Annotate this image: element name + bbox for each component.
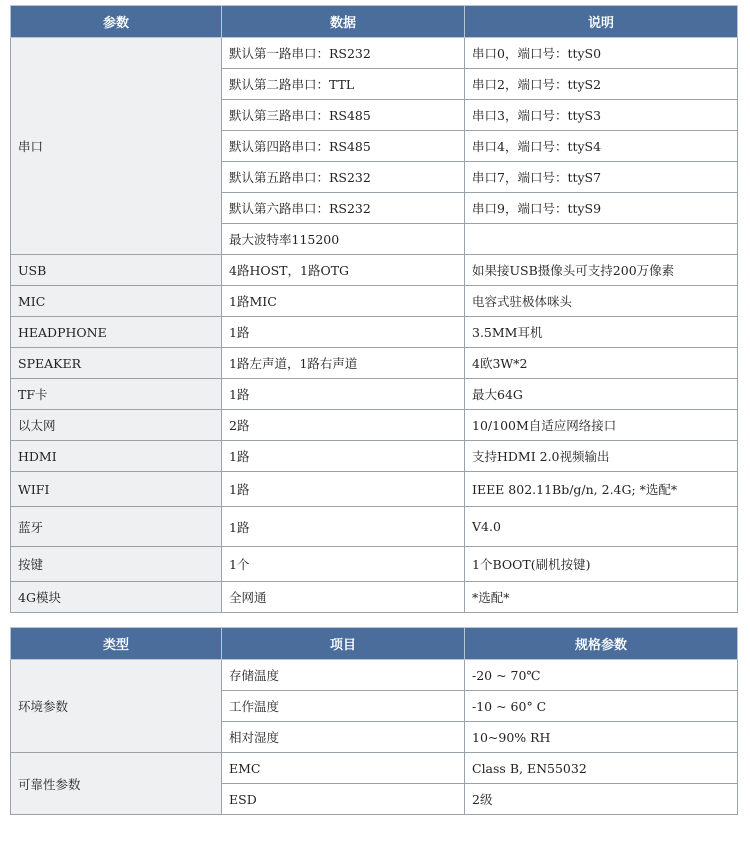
env-table [10, 627, 738, 815]
cell-desc: 最大64G [465, 379, 738, 410]
cell-value: 1路 [222, 317, 465, 348]
cell-value: 全网通 [222, 582, 465, 613]
cell-item: 相对湿度 [222, 722, 465, 753]
header-param: 参数 [11, 6, 222, 38]
table-row [11, 286, 738, 317]
cell-spec: 2级 [465, 784, 738, 815]
cell-desc: 串口0，端口号：ttyS0 [465, 38, 738, 69]
cell-value: 1路MIC [222, 286, 465, 317]
cell-value: 1路 [222, 441, 465, 472]
cell-desc: 串口2，端口号：ttyS2 [465, 69, 738, 100]
cell-value: 4路HOST，1路OTG [222, 255, 465, 286]
header-spec: 规格参数 [465, 628, 738, 660]
cell-value: 默认第二路串口：TTL [222, 69, 465, 100]
spec-table [10, 5, 738, 613]
group-label-reliability: 可靠性参数 [11, 753, 222, 815]
cell-desc: 串口7，端口号：ttyS7 [465, 162, 738, 193]
table-row [11, 582, 738, 613]
table-row [11, 472, 738, 507]
header-desc: 说明 [465, 6, 738, 38]
table-row [11, 410, 738, 441]
cell-item: EMC [222, 753, 465, 784]
cell-item: 存储温度 [222, 660, 465, 691]
row-label: 按键 [11, 547, 222, 582]
cell-value: 默认第三路串口：RS485 [222, 100, 465, 131]
row-label: TF卡 [11, 379, 222, 410]
cell-spec: -10 ~ 60° C [465, 691, 738, 722]
cell-desc: IEEE 802.11Bb/g/n, 2.4G; *选配* [465, 472, 738, 507]
cell-desc: 串口9，端口号：ttyS9 [465, 193, 738, 224]
row-label: 4G模块 [11, 582, 222, 613]
cell-spec: -20 ~ 70℃ [465, 660, 738, 691]
row-label: 以太网 [11, 410, 222, 441]
row-label: USB [11, 255, 222, 286]
header-row [11, 628, 738, 660]
table-row [11, 507, 738, 547]
cell-desc: 3.5MM耳机 [465, 317, 738, 348]
cell-value: 默认第五路串口：RS232 [222, 162, 465, 193]
cell-desc: 10/100M自适应网络接口 [465, 410, 738, 441]
cell-value: 默认第四路串口：RS485 [222, 131, 465, 162]
cell-desc: 电容式驻极体咪头 [465, 286, 738, 317]
table-row [11, 348, 738, 379]
header-item: 项目 [222, 628, 465, 660]
cell-value: 2路 [222, 410, 465, 441]
cell-value: 1路 [222, 507, 465, 547]
cell-value: 1个 [222, 547, 465, 582]
cell-desc: 1个BOOT(刷机按键) [465, 547, 738, 582]
table-row [11, 660, 738, 691]
cell-value: 最大波特率115200 [222, 224, 465, 255]
cell-value: 1路左声道，1路右声道 [222, 348, 465, 379]
cell-value: 默认第六路串口：RS232 [222, 193, 465, 224]
cell-desc: *选配* [465, 582, 738, 613]
row-label: SPEAKER [11, 348, 222, 379]
table-row [11, 753, 738, 784]
row-label: WIFI [11, 472, 222, 507]
cell-spec: Class B, EN55032 [465, 753, 738, 784]
cell-desc: 串口4，端口号：ttyS4 [465, 131, 738, 162]
row-label: 蓝牙 [11, 507, 222, 547]
cell-value: 默认第一路串口：RS232 [222, 38, 465, 69]
cell-desc: 串口3，端口号：ttyS3 [465, 100, 738, 131]
cell-desc: 如果接USB摄像头可支持200万像素 [465, 255, 738, 286]
cell-desc [465, 224, 738, 255]
row-label: HDMI [11, 441, 222, 472]
cell-item: ESD [222, 784, 465, 815]
row-label: HEADPHONE [11, 317, 222, 348]
row-label-serial: 串口 [11, 38, 222, 255]
cell-item: 工作温度 [222, 691, 465, 722]
table-row [11, 441, 738, 472]
table-row [11, 38, 738, 69]
table-row [11, 255, 738, 286]
header-data: 数据 [222, 6, 465, 38]
cell-value: 1路 [222, 379, 465, 410]
table-row [11, 317, 738, 348]
table-row [11, 547, 738, 582]
cell-spec: 10~90% RH [465, 722, 738, 753]
table-row [11, 379, 738, 410]
cell-desc: V4.0 [465, 507, 738, 547]
cell-value: 1路 [222, 472, 465, 507]
group-label-environment: 环境参数 [11, 660, 222, 753]
header-type: 类型 [11, 628, 222, 660]
cell-desc: 支持HDMI 2.0视频输出 [465, 441, 738, 472]
cell-desc: 4欧3W*2 [465, 348, 738, 379]
header-row [11, 6, 738, 38]
row-label: MIC [11, 286, 222, 317]
